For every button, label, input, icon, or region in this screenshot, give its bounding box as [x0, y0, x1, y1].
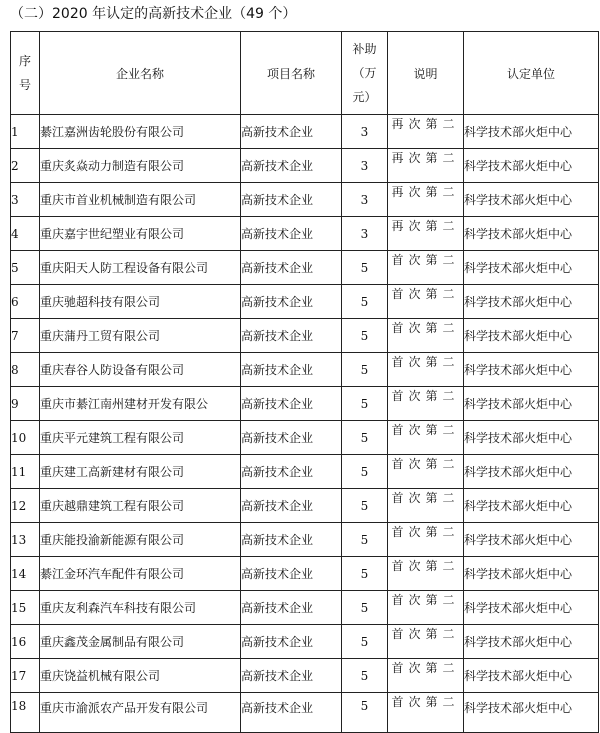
note-text: 再次第二 — [388, 217, 464, 251]
note-text: 首次第二 — [388, 285, 464, 319]
subsidy-amount: 3 — [342, 149, 388, 183]
company-name: 綦江金环汽车配件有限公司 — [40, 557, 241, 591]
certifying-unit: 科学技术部火炬中心 — [464, 693, 599, 733]
certifying-unit: 科学技术部火炬中心 — [464, 523, 599, 557]
header-company: 企业名称 — [40, 32, 241, 115]
subsidy-amount: 5 — [342, 421, 388, 455]
table-row — [11, 285, 599, 319]
table-row — [11, 489, 599, 523]
subsidy-amount: 5 — [342, 523, 388, 557]
note-text: 首次第二 — [388, 489, 464, 523]
project-name: 高新技术企业 — [241, 353, 342, 387]
row-number: 11 — [11, 455, 40, 489]
note-text: 首次第二 — [388, 625, 464, 659]
note-text: 首次第二 — [388, 455, 464, 489]
certifying-unit: 科学技术部火炬中心 — [464, 489, 599, 523]
certifying-unit: 科学技术部火炬中心 — [464, 625, 599, 659]
project-name: 高新技术企业 — [241, 387, 342, 421]
table-row — [11, 115, 599, 149]
company-name: 重庆鑫茂金属制品有限公司 — [40, 625, 241, 659]
certifying-unit: 科学技术部火炬中心 — [464, 217, 599, 251]
note-text: 首次第二 — [388, 523, 464, 557]
row-number: 6 — [11, 285, 40, 319]
certifying-unit: 科学技术部火炬中心 — [464, 115, 599, 149]
table-row — [11, 625, 599, 659]
certifying-unit: 科学技术部火炬中心 — [464, 183, 599, 217]
project-name: 高新技术企业 — [241, 183, 342, 217]
row-number: 8 — [11, 353, 40, 387]
project-name: 高新技术企业 — [241, 489, 342, 523]
project-name: 高新技术企业 — [241, 625, 342, 659]
header-row — [11, 32, 599, 115]
note-text: 首次第二 — [388, 353, 464, 387]
row-number: 1 — [11, 115, 40, 149]
subsidy-amount: 5 — [342, 285, 388, 319]
note-text: 再次第二 — [388, 183, 464, 217]
note-text: 再次第二 — [388, 115, 464, 149]
subsidy-amount: 5 — [342, 557, 388, 591]
company-name: 重庆阳天人防工程设备有限公司 — [40, 251, 241, 285]
company-name: 重庆蒲丹工贸有限公司 — [40, 319, 241, 353]
company-name: 重庆春谷人防设备有限公司 — [40, 353, 241, 387]
company-name: 重庆驰超科技有限公司 — [40, 285, 241, 319]
project-name: 高新技术企业 — [241, 523, 342, 557]
company-name: 重庆市渝派农产品开发有限公司 — [40, 693, 241, 733]
note-text: 首次第二 — [388, 421, 464, 455]
header-unit: 认定单位 — [464, 32, 599, 115]
table-row — [11, 353, 599, 387]
table-row — [11, 591, 599, 625]
certifying-unit: 科学技术部火炬中心 — [464, 591, 599, 625]
certifying-unit: 科学技术部火炬中心 — [464, 659, 599, 693]
project-name: 高新技术企业 — [241, 217, 342, 251]
subsidy-amount: 3 — [342, 183, 388, 217]
row-number: 15 — [11, 591, 40, 625]
subsidy-amount: 5 — [342, 693, 388, 733]
table-row — [11, 217, 599, 251]
row-number: 16 — [11, 625, 40, 659]
row-number: 4 — [11, 217, 40, 251]
project-name: 高新技术企业 — [241, 285, 342, 319]
note-text: 再次第二 — [388, 149, 464, 183]
certifying-unit: 科学技术部火炬中心 — [464, 149, 599, 183]
row-number: 12 — [11, 489, 40, 523]
section-title: （二）2020 年认定的高新技术企业（49 个） — [10, 6, 297, 22]
table-row — [11, 183, 599, 217]
table-row — [11, 387, 599, 421]
table-row — [11, 421, 599, 455]
subsidy-amount: 5 — [342, 251, 388, 285]
project-name: 高新技术企业 — [241, 421, 342, 455]
table-row — [11, 523, 599, 557]
company-name: 重庆建工高新建材有限公司 — [40, 455, 241, 489]
table-row — [11, 693, 599, 733]
company-name: 重庆越鼎建筑工程有限公司 — [40, 489, 241, 523]
subsidy-amount: 5 — [342, 625, 388, 659]
company-name: 重庆能投渝新能源有限公司 — [40, 523, 241, 557]
row-number: 9 — [11, 387, 40, 421]
row-number: 18 — [11, 693, 40, 733]
project-name: 高新技术企业 — [241, 659, 342, 693]
row-number: 5 — [11, 251, 40, 285]
company-name: 重庆平元建筑工程有限公司 — [40, 421, 241, 455]
subsidy-amount: 5 — [342, 591, 388, 625]
certifying-unit: 科学技术部火炬中心 — [464, 251, 599, 285]
table-row — [11, 319, 599, 353]
table-row — [11, 455, 599, 489]
certifying-unit: 科学技术部火炬中心 — [464, 319, 599, 353]
row-number: 3 — [11, 183, 40, 217]
row-number: 2 — [11, 149, 40, 183]
subsidy-amount: 3 — [342, 217, 388, 251]
subsidy-amount: 5 — [342, 489, 388, 523]
project-name: 高新技术企业 — [241, 319, 342, 353]
row-number: 7 — [11, 319, 40, 353]
company-name: 綦江嘉洲齿轮股份有限公司 — [40, 115, 241, 149]
row-number: 13 — [11, 523, 40, 557]
project-name: 高新技术企业 — [241, 115, 342, 149]
project-name: 高新技术企业 — [241, 693, 342, 733]
subsidy-amount: 5 — [342, 387, 388, 421]
row-number: 17 — [11, 659, 40, 693]
table-row — [11, 149, 599, 183]
header-no: 序号 — [11, 32, 40, 115]
certifying-unit: 科学技术部火炬中心 — [464, 285, 599, 319]
company-name: 重庆饶益机械有限公司 — [40, 659, 241, 693]
enterprise-table — [10, 31, 599, 733]
note-text: 首次第二 — [388, 319, 464, 353]
subsidy-amount: 5 — [342, 319, 388, 353]
note-text: 首次第二 — [388, 693, 464, 733]
note-text: 首次第二 — [388, 591, 464, 625]
company-name: 重庆市首业机械制造有限公司 — [40, 183, 241, 217]
company-name: 重庆友利森汽车科技有限公司 — [40, 591, 241, 625]
company-name: 重庆嘉宇世纪塑业有限公司 — [40, 217, 241, 251]
header-project: 项目名称 — [241, 32, 342, 115]
subsidy-amount: 5 — [342, 353, 388, 387]
project-name: 高新技术企业 — [241, 591, 342, 625]
header-subsidy: 补助（万元） — [342, 32, 388, 115]
table-row — [11, 251, 599, 285]
certifying-unit: 科学技术部火炬中心 — [464, 455, 599, 489]
project-name: 高新技术企业 — [241, 557, 342, 591]
note-text: 首次第二 — [388, 557, 464, 591]
note-text: 首次第二 — [388, 251, 464, 285]
row-number: 14 — [11, 557, 40, 591]
certifying-unit: 科学技术部火炬中心 — [464, 353, 599, 387]
table-row — [11, 659, 599, 693]
company-name: 重庆市綦江南州建材开发有限公 — [40, 387, 241, 421]
header-note: 说明 — [388, 32, 464, 115]
certifying-unit: 科学技术部火炬中心 — [464, 557, 599, 591]
project-name: 高新技术企业 — [241, 149, 342, 183]
subsidy-amount: 5 — [342, 455, 388, 489]
row-number: 10 — [11, 421, 40, 455]
certifying-unit: 科学技术部火炬中心 — [464, 387, 599, 421]
note-text: 首次第二 — [388, 387, 464, 421]
company-name: 重庆炙焱动力制造有限公司 — [40, 149, 241, 183]
subsidy-amount: 5 — [342, 659, 388, 693]
certifying-unit: 科学技术部火炬中心 — [464, 421, 599, 455]
note-text: 首次第二 — [388, 659, 464, 693]
subsidy-amount: 3 — [342, 115, 388, 149]
project-name: 高新技术企业 — [241, 455, 342, 489]
project-name: 高新技术企业 — [241, 251, 342, 285]
table-row — [11, 557, 599, 591]
